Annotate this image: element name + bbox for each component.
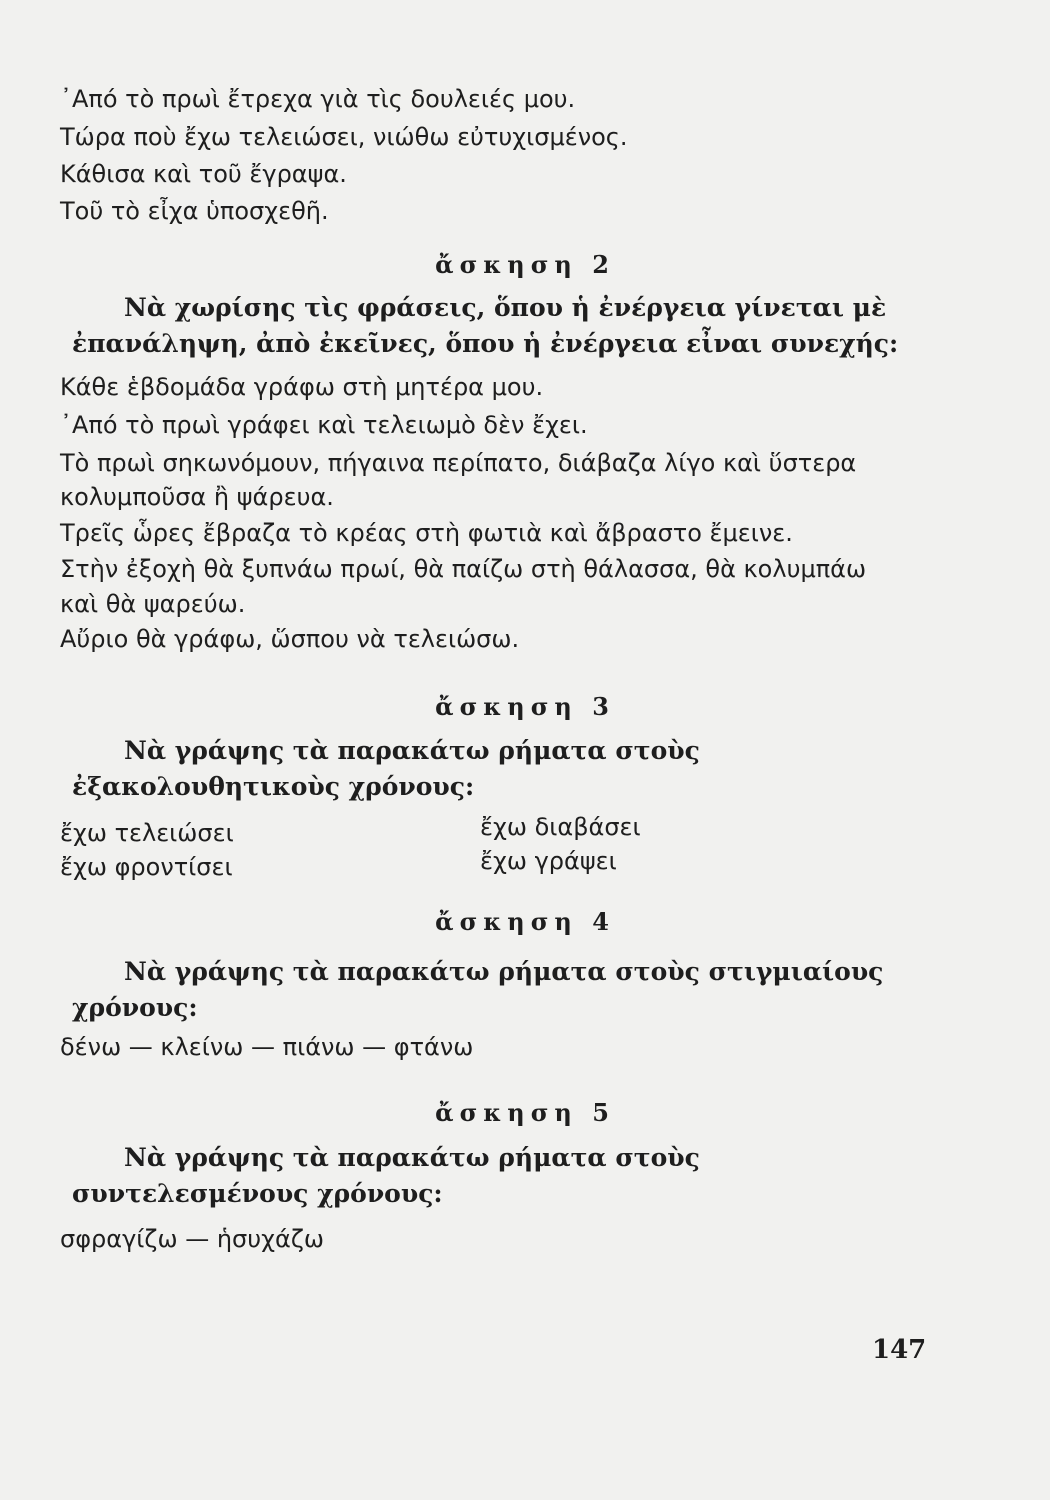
intro-line-3: Κάθισα καὶ τοῦ ἔγραψα.: [60, 160, 347, 188]
exercise-3-left-2: ἔχω φροντίσει: [60, 853, 233, 881]
exercise-5-line: σφραγίζω — ἡσυχάζω: [60, 1225, 324, 1253]
exercise-3-instruction: Νὰ γράψης τὰ παρακάτω ρήματα στοὺς ἐξακολουθητικοὺς χρόνους:: [72, 736, 700, 801]
exercise-5-heading: ἄσκηση 5: [435, 1098, 615, 1127]
exercise-4-heading: ἄσκηση 4: [435, 907, 615, 936]
intro-line-2: Τώρα ποὺ ἔχω τελειώσει, νιώθω εὐτυχισμένος.: [60, 123, 628, 151]
exercise-2-heading: ἄσκηση 2: [435, 250, 615, 279]
exercise-2-line-3: Τὸ πρωὶ σηκωνόμουν, πήγαινα περίπατο, διάβαζα λίγο καὶ ὕστερα: [60, 449, 857, 477]
exercise-5-instruction: Νὰ γράψης τὰ παρακάτω ρήματα στοὺς συντελεσμένους χρόνους:: [72, 1143, 700, 1208]
page-number: 147: [872, 1335, 927, 1365]
exercise-3-right-1: ἔχω διαβάσει: [480, 813, 641, 841]
exercise-3-right-2: ἔχω γράψει: [480, 847, 617, 875]
exercise-2-line-8: Αὔριο θὰ γράφω, ὥσπου νὰ τελειώσω.: [60, 625, 520, 653]
exercise-4-line: δένω — κλείνω — πιάνω — φτάνω: [60, 1033, 474, 1061]
exercise-2-line-1: Κάθε ἑβδομάδα γράφω στὴ μητέρα μου.: [60, 373, 544, 401]
exercise-3-left-1: ἔχω τελειώσει: [60, 819, 234, 847]
exercise-2-line-7: καὶ θὰ ψαρεύω.: [60, 590, 246, 618]
intro-line-4: Τοῦ τὸ εἶχα ὑποσχεθῆ.: [60, 197, 329, 225]
intro-line-1: ᾿Από τὸ πρωὶ ἔτρεχα γιὰ τὶς δουλειές μου.: [60, 85, 576, 113]
exercise-2-line-2: ᾿Από τὸ πρωὶ γράφει καὶ τελειωμὸ δὲν ἔχει.: [60, 411, 588, 439]
exercise-2-line-5: Τρεῖς ὧρες ἔβραζα τὸ κρέας στὴ φωτιὰ καὶ ἄβραστο ἔμεινε.: [60, 519, 793, 547]
exercise-2-line-6: Στὴν ἐξοχὴ θὰ ξυπνάω πρωί, θὰ παίζω στὴ θάλασσα, θὰ κολυμπάω: [60, 555, 867, 583]
exercise-2-instruction: Νὰ χωρίσης τὶς φράσεις, ὅπου ἡ ἐνέργεια γίνεται μὲ ἐπανάληψη, ἀπὸ ἐκεῖνες, ὅπου ἡ ἐνέργεια εἶναι συνεχής:: [72, 293, 899, 358]
exercise-2-line-4: κολυμποῦσα ἢ ψάρευα.: [60, 483, 334, 511]
exercise-3-heading: ἄσκηση 3: [435, 692, 615, 721]
exercise-4-instruction: Νὰ γράψης τὰ παρακάτω ρήματα στοὺς στιγμιαίους χρόνους:: [72, 957, 884, 1022]
